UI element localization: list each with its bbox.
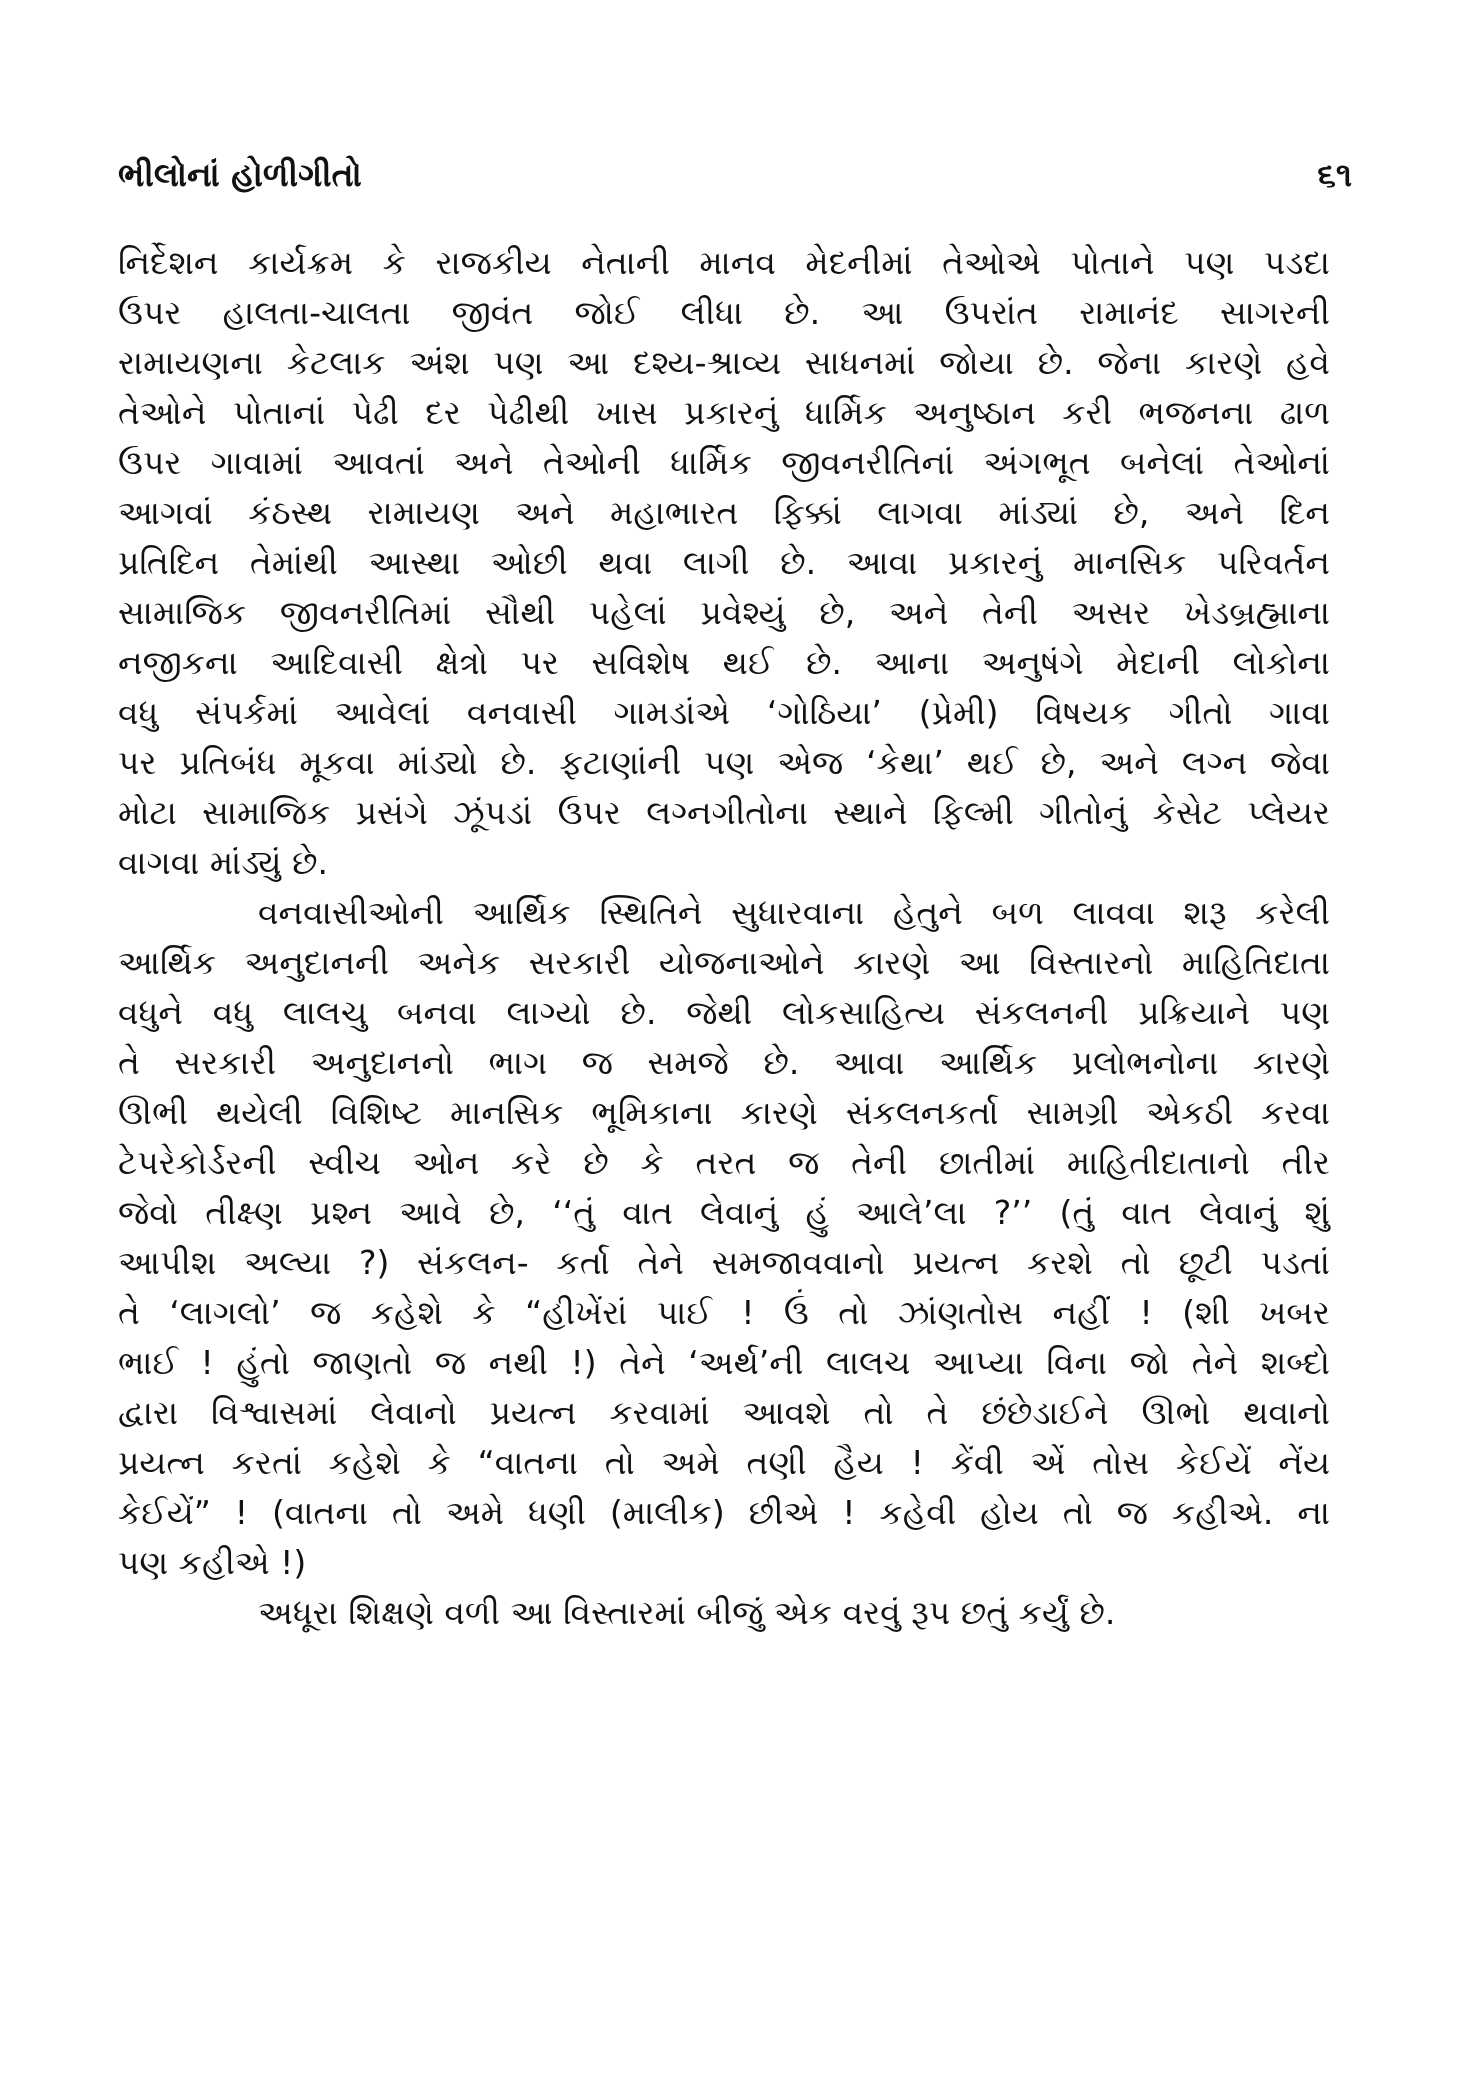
- text-line: ભાઈ ! હુંતો જાણતો જ નથી !) તેને ‘અર્થ’ની લાલચ આપ્યા વિના જો તેને શબ્દો: [118, 1343, 1330, 1382]
- text-line: વધુ સંપર્કમાં આવેલાં વનવાસી ગામડાંએ ‘ગોઠિયા’ (પ્રેમી) વિષયક ગીતો ગાવા: [118, 693, 1330, 732]
- text-line: સામાજિક જીવનરીતિમાં સૌથી પહેલાં પ્રવેશ્યું છે, અને તેની અસર ખેડબ્રહ્માના: [118, 593, 1330, 632]
- text-line: પણ કહીએ !): [118, 1543, 307, 1582]
- text-line: તે ‘લાગલો’ જ કહેશે કે “હીખેંરાં પાઈ ! ઉં તો ઝાંણતોસ નહીં ! (શી ખબર: [118, 1293, 1330, 1332]
- text-line: આગવાં કંઠસ્થ રામાયણ અને મહાભારત ફિક્કાં લાગવા માંડ્યાં છે, અને દિન: [118, 493, 1330, 532]
- paragraph-3: [118, 1588, 1330, 1638]
- text-line: ઉપર ગાવામાં આવતાં અને તેઓની ધાર્મિક જીવનરીતિનાં અંગભૂત બનેલાં તેઓનાં: [118, 443, 1330, 482]
- page-number: ૬૧: [1317, 155, 1352, 194]
- running-header: [118, 150, 1352, 200]
- text-line: મોટા સામાજિક પ્રસંગે ઝૂંપડાં ઉપર લગ્નગીતોના સ્થાને ફિલ્મી ગીતોનું કેસેટ પ્લેયર: [118, 793, 1330, 832]
- text-line: ઊભી થયેલી વિશિષ્ટ માનસિક ભૂમિકાના કારણે સંકલનકર્તા સામગ્રી એકઠી કરવા: [118, 1093, 1330, 1132]
- text-line: તેઓને પોતાનાં પેઢી દર પેઢીથી ખાસ પ્રકારનું ધાર્મિક અનુષ્ઠાન કરી ભજનના ઢાળ: [118, 393, 1330, 432]
- text-line: દ્વારા વિશ્વાસમાં લેવાનો પ્રયત્ન કરવામાં આવશે તો તે છંછેડાઈને ઊભો થવાનો: [118, 1393, 1330, 1432]
- text-line: તે સરકારી અનુદાનનો ભાગ જ સમજે છે. આવા આર્થિક પ્રલોભનોના કારણે: [118, 1043, 1330, 1082]
- text-line: ટેપરેકોર્ડરની સ્વીચ ઓન કરે છે કે તરત જ તેની છાતીમાં માહિતીદાતાનો તીર: [118, 1143, 1330, 1182]
- paragraph-2: [118, 888, 1330, 1588]
- text-line: વધુને વધુ લાલચુ બનવા લાગ્યો છે. જેથી લોકસાહિત્ય સંકલનની પ્રક્રિયાને પણ: [118, 993, 1330, 1032]
- paragraph-1: [118, 238, 1330, 888]
- running-head-title: ભીલોનાં હોળીગીતો: [118, 155, 362, 194]
- text-line: વાગવા માંડ્યું છે.: [118, 843, 328, 882]
- text-line: અધૂરા શિક્ષણે વળી આ વિસ્તારમાં બીજું એક વરવું રૂપ છતું કર્યું છે.: [258, 1593, 1116, 1632]
- text-line: રામાયણના કેટલાક અંશ પણ આ દશ્ય-શ્રાવ્ય સાધનમાં જોયા છે. જેના કારણે હવે: [118, 343, 1330, 382]
- text-line: નિર્દેશન કાર્યક્રમ કે રાજકીય નેતાની માનવ મેદનીમાં તેઓએ પોતાને પણ પડદા: [118, 243, 1330, 282]
- text-line: પ્રતિદિન તેમાંથી આસ્થા ઓછી થવા લાગી છે. આવા પ્રકારનું માનસિક પરિવર્તન: [118, 543, 1330, 582]
- text-line: વનવાસીઓની આર્થિક સ્થિતિને સુધારવાના હેતુને બળ લાવવા શરૂ કરેલી: [258, 893, 1330, 932]
- text-line: જેવો તીક્ષ્ણ પ્રશ્ન આવે છે, ‘‘તું વાત લેવાનું હું આલે’લા ?’’ (તું વાત લેવાનું શું: [118, 1193, 1330, 1232]
- body-text: [118, 238, 1330, 1638]
- text-line: આપીશ અલ્યા ?) સંકલન- કર્તા તેને સમજાવવાનો પ્રયત્ન કરશે તો છૂટી પડતાં: [118, 1243, 1330, 1282]
- text-line: ઉપર હાલતા-ચાલતા જીવંત જોઈ લીધા છે. આ ઉપરાંત રામાનંદ સાગરની: [118, 293, 1330, 332]
- text-line: પ્રયત્ન કરતાં કહેશે કે “વાતના તો અમે તણી હૈય ! કેંવી એં તોસ કેઈયેં નેંય: [118, 1443, 1330, 1482]
- text-line: પર પ્રતિબંધ મૂકવા માંડ્યો છે. ફટાણાંની પણ એજ ‘કેથા’ થઈ છે, અને લગ્ન જેવા: [118, 743, 1330, 782]
- text-line: નજીકના આદિવાસી ક્ષેત્રો પર સવિશેષ થઈ છે. આના અનુષંગે મેદાની લોકોના: [118, 643, 1330, 682]
- text-line: કેઈયેં” ! (વાતના તો અમે ધણી (માલીક) છીએ ! કહેવી હોય તો જ કહીએ. ના: [118, 1493, 1330, 1532]
- text-line: આર્થિક અનુદાનની અનેક સરકારી યોજનાઓને કારણે આ વિસ્તારનો માહિતિદાતા: [118, 943, 1330, 982]
